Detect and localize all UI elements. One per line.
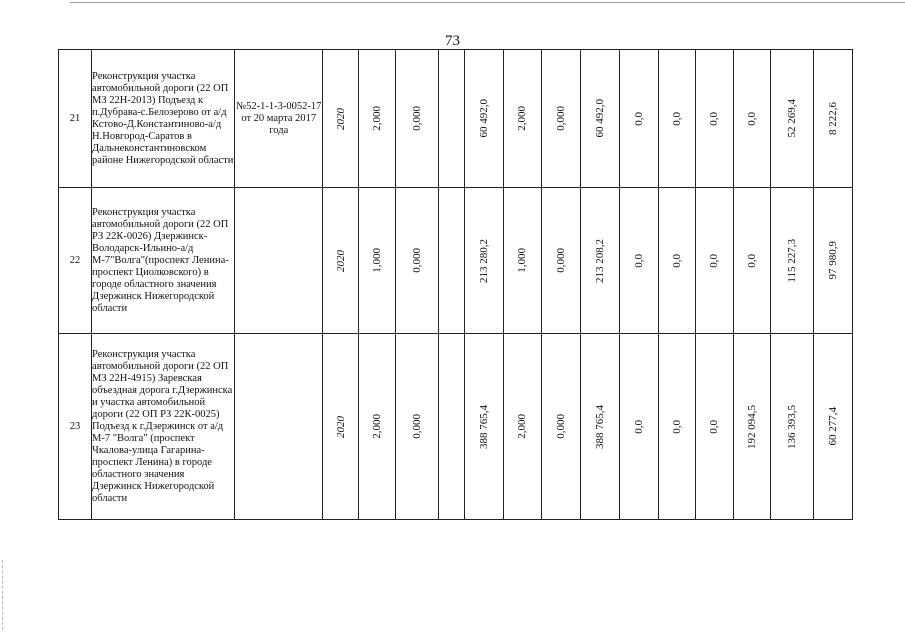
- length-introduced: 0,000: [411, 414, 424, 439]
- value-cell: [658, 50, 695, 188]
- expertise-conclusion: [235, 334, 323, 520]
- value-cell: [396, 50, 439, 188]
- estimated-cost: 213 280,2: [477, 238, 490, 283]
- row-number: 23: [59, 334, 92, 520]
- value-cell: [695, 50, 733, 188]
- value-cell: [503, 50, 541, 188]
- estimated-cost: 388 765,4: [477, 404, 490, 449]
- value-cell: [813, 50, 852, 188]
- remaining-cost: 213 208,2: [593, 238, 606, 283]
- year-value: 2020: [334, 249, 347, 272]
- length-remaining: 2,000: [516, 106, 529, 131]
- length-remaining: 1,000: [516, 248, 529, 273]
- value-cell: [396, 334, 439, 520]
- value-cell: [439, 50, 465, 188]
- length-done: 0,000: [554, 248, 567, 273]
- funding-value: 192 094,5: [745, 404, 758, 449]
- value-cell: [580, 334, 619, 520]
- value-cell: [580, 188, 619, 334]
- value-cell: [439, 188, 465, 334]
- funding-value: 0,0: [745, 111, 758, 126]
- funding-value: 0,0: [632, 253, 645, 268]
- estimated-cost: 60 492,0: [477, 99, 490, 138]
- value-cell: [439, 334, 465, 520]
- length-introduced: 0,000: [411, 106, 424, 131]
- funding-value: 0,0: [670, 419, 683, 434]
- value-cell: [580, 50, 619, 188]
- funding-value: 115 227,3: [785, 238, 798, 283]
- binding-mark: [2, 560, 5, 630]
- value-cell: [695, 188, 733, 334]
- length-total: 2,000: [371, 414, 384, 439]
- funding-value: 0,0: [708, 419, 721, 434]
- year-cell: [323, 50, 359, 188]
- funding-value: 60 277,4: [826, 407, 839, 446]
- length-introduced: 0,000: [411, 248, 424, 273]
- value-cell: [733, 50, 770, 188]
- funding-value: 136 393,5: [785, 404, 798, 449]
- value-cell: [733, 188, 770, 334]
- value-cell: [733, 334, 770, 520]
- value-cell: [658, 334, 695, 520]
- funding-value: 0,0: [708, 253, 721, 268]
- value-cell: [770, 50, 813, 188]
- value-cell: [503, 334, 541, 520]
- remaining-cost: 60 492,0: [593, 99, 606, 138]
- funding-value: 0,0: [745, 253, 758, 268]
- year-cell: [323, 188, 359, 334]
- year-value: 2020: [334, 107, 347, 130]
- value-cell: [770, 188, 813, 334]
- funding-value: 97 980,9: [826, 241, 839, 280]
- row-number: 21: [59, 50, 92, 188]
- value-cell: [813, 334, 852, 520]
- funding-value: 8 222,6: [826, 102, 839, 135]
- length-total: 1,000: [371, 248, 384, 273]
- value-cell: [359, 50, 396, 188]
- funding-value: 0,0: [670, 253, 683, 268]
- funding-value: 0,0: [708, 111, 721, 126]
- value-cell: [359, 334, 396, 520]
- funding-value: 0,0: [632, 111, 645, 126]
- table-row: [59, 334, 853, 520]
- expertise-conclusion: [235, 188, 323, 334]
- funding-value: 0,0: [670, 111, 683, 126]
- table-row: [59, 50, 853, 188]
- value-cell: [541, 50, 580, 188]
- project-name: Реконструкция участка автомобильной дороги (22 ОП РЗ 22К-0026) Дзержинск-Володарск-Ильино-а/д М-7"Волга"(проспект Ленина-проспект Циолковского) в городе областного значения Дзержинск Нижегородской области: [92, 188, 235, 334]
- value-cell: [396, 188, 439, 334]
- project-name: Реконструкция участка автомобильной дороги (22 ОП МЗ 22Н-2013) Подъезд к п.Дубрава-с.Белозерово от а/д Кстово-Д.Константиново-а/д Н.Новгород-Саратов в Дальнеконстантиновском районе Нижегородской области: [92, 50, 235, 188]
- value-cell: [541, 188, 580, 334]
- value-cell: [619, 188, 658, 334]
- length-total: 2,000: [371, 106, 384, 131]
- year-cell: [323, 334, 359, 520]
- length-done: 0,000: [554, 106, 567, 131]
- value-cell: [619, 50, 658, 188]
- top-rule: [70, 2, 905, 3]
- value-cell: [813, 188, 852, 334]
- value-cell: [619, 334, 658, 520]
- year-value: 2020: [334, 415, 347, 438]
- value-cell: [359, 188, 396, 334]
- expertise-conclusion: №52-1-1-3-0052-17 от 20 марта 2017 года: [235, 50, 323, 188]
- length-done: 0,000: [554, 414, 567, 439]
- value-cell: [465, 188, 503, 334]
- funding-value: 0,0: [632, 419, 645, 434]
- value-cell: [658, 188, 695, 334]
- table-row: [59, 188, 853, 334]
- value-cell: [465, 334, 503, 520]
- row-number: 22: [59, 188, 92, 334]
- remaining-cost: 388 765,4: [593, 404, 606, 449]
- value-cell: [503, 188, 541, 334]
- length-remaining: 2,000: [516, 414, 529, 439]
- value-cell: [465, 50, 503, 188]
- road-projects-table: [58, 49, 853, 520]
- project-name: Реконструкция участка автомобильной дороги (22 ОП МЗ 22Н-4915) Заревская объездная дорога г.Дзержинска и участка автомобильной дороги (22 ОП РЗ 22К-0025) Подъезд к г.Дзержинск от а/д М-7 "Волга" (проспект Чкалова-улица Гагарина-проспект Ленина) в городе областного значения Дзержинск Нижегородской области: [92, 334, 235, 520]
- value-cell: [541, 334, 580, 520]
- value-cell: [770, 334, 813, 520]
- page-number: 73: [445, 33, 460, 49]
- value-cell: [695, 334, 733, 520]
- funding-value: 52 269,4: [785, 99, 798, 138]
